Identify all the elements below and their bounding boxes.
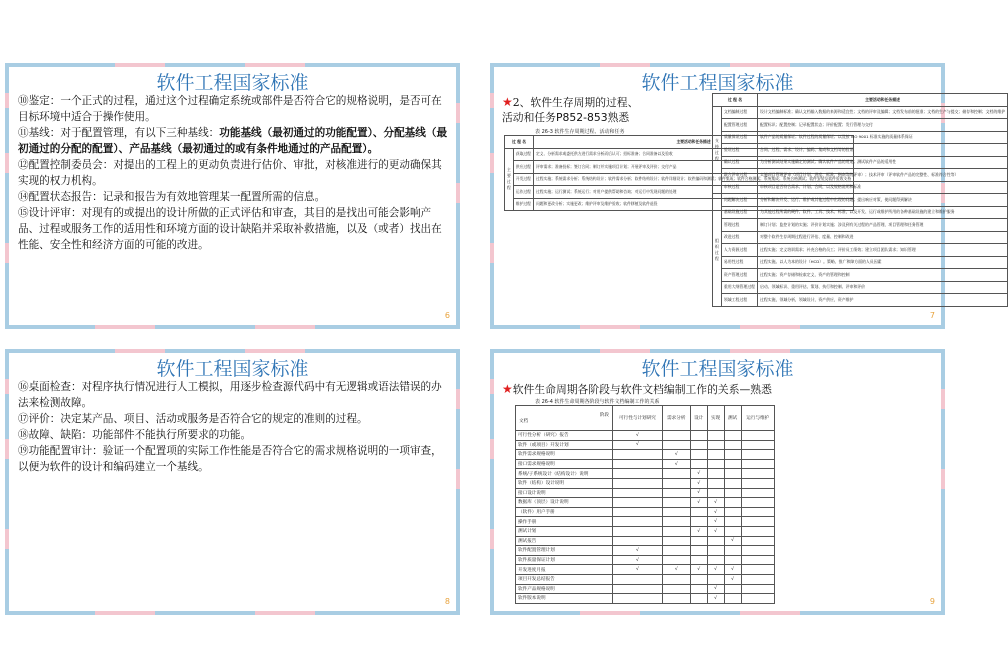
phase-cell — [724, 594, 741, 604]
document-phase-table: 阶段 文档 可行性与计划研究 需求分析 设计 实现 测试 运行与维护 可行性分析（研究）报告 √ 软件（或项目）开发计划 √ 软件需求规格说明 √ 接口需求规格说明 √ 系统/子系统设计（结构设计）说明 √ 软件（结构）设计说明 √ 接口设计说明 √ 数据库（顶层）设计说明 √ √ （软件）用户手册 √ 操作手册 √ 测试计划 √ √ 测试报告 √ 软件配置管理计划 √ 软件质量保证计划 √ 开发进度月报 √ √ √ √ √ 项目开发总结报告 √ 软件产品规格说明 √ 软件版本说明 √ — [515, 405, 775, 604]
phase-cell — [662, 431, 690, 441]
phase-cell — [690, 555, 707, 565]
table-row — [516, 431, 775, 441]
document-name: 数据库（顶层）设计说明 — [516, 498, 613, 508]
frame-bottom — [490, 325, 945, 329]
slide-2[interactable] — [490, 63, 1006, 329]
phase-cell — [741, 507, 774, 517]
frame-bottom — [5, 325, 460, 329]
document-name: 软件配置管理计划 — [516, 546, 613, 556]
document-name: 软件需求规格说明 — [516, 450, 613, 460]
phase-cell — [724, 469, 741, 479]
phase-cell — [741, 555, 774, 565]
table-row — [516, 584, 775, 594]
definition-paragraph: ⑭配置状态报告：记录和报告为有效地管理某一配置所需的信息。 — [18, 191, 326, 203]
slide-title: 软件工程国家标准 — [156, 358, 309, 380]
frame-left — [5, 63, 9, 329]
definition-paragraph: ⑫配置控制委员会：对提出的工程上的更动负责进行估价、审批，对核准进行的更动确保其实现的权力机构。 — [18, 159, 442, 187]
phase-cell: √ — [690, 526, 707, 536]
phase-cell — [707, 459, 724, 469]
phase-cell — [707, 546, 724, 556]
frame-right — [456, 63, 460, 329]
phase-cell — [690, 517, 707, 527]
phase-cell — [662, 594, 690, 604]
phase-cell: √ — [690, 478, 707, 488]
phase-cell — [690, 459, 707, 469]
phase-cell: √ — [707, 584, 724, 594]
frame-top — [490, 349, 945, 353]
phase-cell — [724, 555, 741, 565]
phase-cell — [690, 594, 707, 604]
phase-cell — [662, 440, 690, 450]
phase-cell — [707, 431, 724, 441]
phase-cell — [662, 526, 690, 536]
phase-cell: √ — [707, 507, 724, 517]
definition-paragraph: ⑱故障、缺陷：功能部件不能执行所要求的功能。 — [18, 429, 252, 441]
phase-cell — [707, 488, 724, 498]
document-name: 测试计划 — [516, 526, 613, 536]
phase-cell — [741, 536, 774, 546]
slide-body — [18, 93, 448, 253]
phase-cell — [741, 546, 774, 556]
phase-cell: √ — [707, 526, 724, 536]
page-number: 8 — [444, 597, 450, 606]
phase-cell — [707, 478, 724, 488]
phase-cell — [690, 536, 707, 546]
table-row — [516, 478, 775, 488]
document-name: 项目开发总结报告 — [516, 574, 613, 584]
document-name: 系统/子系统设计（结构设计）说明 — [516, 469, 613, 479]
phase-cell — [741, 488, 774, 498]
phase-cell — [724, 431, 741, 441]
phase-cell — [724, 526, 741, 536]
phase-cell — [662, 555, 690, 565]
document-name: 操作手册 — [516, 517, 613, 527]
phase-cell: √ — [690, 488, 707, 498]
phase-cell — [662, 517, 690, 527]
phase-cell — [741, 450, 774, 460]
phase-cell — [690, 450, 707, 460]
table-row — [516, 574, 775, 584]
phase-cell — [724, 478, 741, 488]
frame-bottom — [490, 611, 945, 615]
phase-cell — [724, 440, 741, 450]
page-number: 9 — [929, 597, 935, 606]
document-name: 接口需求规格说明 — [516, 459, 613, 469]
phase-cell — [662, 536, 690, 546]
frame-top — [5, 63, 460, 67]
slide-title: 软件工程国家标准 — [641, 358, 794, 380]
phase-cell — [741, 478, 774, 488]
phase-cell: √ — [662, 565, 690, 575]
frame-bottom — [5, 611, 460, 615]
phase-cell: √ — [613, 546, 663, 556]
star-icon: ★ — [502, 95, 513, 109]
table-caption: 表 26-3 软件生存周期过程、活动和任务 — [535, 129, 625, 135]
phase-cell — [662, 469, 690, 479]
phase-cell — [613, 526, 663, 536]
table-row — [516, 517, 775, 527]
phase-cell: √ — [690, 565, 707, 575]
document-name: 软件（或项目）开发计划 — [516, 440, 613, 450]
phase-cell — [662, 488, 690, 498]
definition-paragraph: ⑮设计评审：对现有的或提出的设计所做的正式评估和审查，其目的是找出可能会影响产品、过程或服务工作的适用性和环境方面的设计缺陷并采取补救措施，以及（或者）找出在性能、安全性和经济方面的可能的改进。 — [18, 207, 442, 251]
document-name: （软件）用户手册 — [516, 507, 613, 517]
slide-lead: ★软件生命周期各阶段与软件文档编制工作的关系—熟悉 — [502, 382, 772, 396]
slide-3[interactable] — [5, 349, 460, 615]
phase-cell — [724, 517, 741, 527]
table-corner: 阶段 文档 — [516, 406, 613, 431]
document-name: 开发进度月报 — [516, 565, 613, 575]
phase-cell — [741, 517, 774, 527]
phase-cell — [741, 594, 774, 604]
phase-cell: √ — [707, 498, 724, 508]
table-row — [516, 450, 775, 460]
phase-cell — [707, 536, 724, 546]
phase-cell — [690, 584, 707, 594]
phase-cell: √ — [613, 431, 663, 441]
phase-cell — [724, 459, 741, 469]
phase-cell — [690, 507, 707, 517]
phase-cell — [613, 574, 663, 584]
phase-cell — [741, 498, 774, 508]
slide-1[interactable] — [5, 63, 460, 329]
definition-paragraph: ⑰评价：决定某产品、项目、活动或服务是否符合它的规定的准则的过程。 — [18, 413, 368, 425]
slide-title: 软件工程国家标准 — [156, 72, 309, 94]
frame-top — [5, 349, 460, 353]
phase-cell: √ — [707, 594, 724, 604]
frame-right — [941, 349, 945, 615]
phase-cell — [741, 526, 774, 536]
phase-cell — [613, 498, 663, 508]
table-row — [516, 507, 775, 517]
phase-cell: √ — [662, 450, 690, 460]
phase-cell — [613, 536, 663, 546]
table-row — [516, 546, 775, 556]
table-row — [516, 526, 775, 536]
frame-right — [456, 349, 460, 615]
phase-cell: √ — [690, 498, 707, 508]
phase-cell: √ — [724, 574, 741, 584]
frame-left — [5, 349, 9, 615]
phase-cell: √ — [662, 459, 690, 469]
table-row — [516, 498, 775, 508]
phase-cell — [690, 546, 707, 556]
phase-cell — [724, 498, 741, 508]
support-process-table: 过 程 名 主要活动和任务描述 支持过程 文档编制过程 设计文档编制标准；确认文档输入数据的来源和适宜性；文档的评审及编辑；文档发布前的批准；文档的生产与提交；储存和控制；文档的维护 配置管理过程 配置标识；配置控制；记录配置状态；评价配置；发行管理与交付 质量保证过程 软件产品的质量保证；软件过程的质量保证；以及按 ISO 9001 标准实施的质量体系保证 验证过程 合同、过程、需求、设计、编码、集成和文档等的验证 确认过程 为分析测试结果实施确定的测试；确认软件产品的用途；测试软件产品的适用性 联合评审过程 实施项目管理评审（项目计划、进度、标准、指南等的评审）；技术评审（评审软件产品的完整性、标准符合性等） 审核过程 审核项目是否符合需求、计划、合同，以及规格说明和标准 组织过程 问题解决过程 分析和解决开发、运行、维护或其他过程中出现的问题；提出响应对策，使问题得到解决 基础设施过程 为其他过程所需的硬件、软件、工具、技术、标准，以及开发、运行或维护所用的各种基础设施的建立和维护服务 管理过程 制订计划；监控计划的实施；评价计划实施；涉及到有关过程的产品管理、项目管理和任务管理 改进过程 对整个软件生存周期过程进行评估、度量、控制和改进 人力资源过程 过程实施；定义培训需求；补充合格的员工；评价员工绩效；建立项目团队需求；知识管理 易用性过程 过程实施。以人为本的设计（HCD）。策略、推广和障方面的人员因素 资产管理过程 过程实施；资产存储和检索定义，资产的管理和控制 重用大纲管理过程 启动、领域标识、重用评估、策划、执行和控制、评审和评价 领域工程过程 过程实施，领域分析，领域设计，资产供应，资产维护 — [712, 93, 1008, 307]
phase-cell — [707, 440, 724, 450]
definition-paragraph: ⑯桌面检查：对程序执行情况进行人工模拟，用逐步检查源代码中有无逻辑或语法错误的办法来检测故障。 — [18, 381, 442, 409]
table-row — [516, 555, 775, 565]
phase-cell — [724, 507, 741, 517]
phase-cell: √ — [613, 555, 663, 565]
document-name: 软件版本说明 — [516, 594, 613, 604]
table-row — [516, 536, 775, 546]
slide-body — [18, 379, 448, 475]
slide-title: 软件工程国家标准 — [641, 72, 794, 94]
definition-paragraph: ⑲功能配置审计：验证一个配置项的实际工作性能是否符合它的需求规格说明的一项审查，以便为软件的设计和编码建立一个基线。 — [18, 445, 442, 473]
frame-left — [490, 349, 494, 615]
document-name: 接口设计说明 — [516, 488, 613, 498]
table-row — [516, 488, 775, 498]
document-name: 可行性分析（研究）报告 — [516, 431, 613, 441]
frame-left — [490, 63, 494, 329]
phase-cell — [741, 584, 774, 594]
slide-4[interactable] — [490, 349, 945, 615]
phase-cell: √ — [724, 565, 741, 575]
document-name: 软件（结构）设计说明 — [516, 478, 613, 488]
phase-cell — [690, 440, 707, 450]
phase-cell: √ — [613, 565, 663, 575]
phase-cell — [741, 459, 774, 469]
phase-cell — [741, 440, 774, 450]
phase-cell — [724, 488, 741, 498]
frame-top — [490, 63, 945, 67]
phase-cell — [662, 507, 690, 517]
phase-cell: √ — [707, 565, 724, 575]
phase-cell — [741, 469, 774, 479]
phase-cell — [613, 584, 663, 594]
document-name: 软件质量保证计划 — [516, 555, 613, 565]
phase-cell — [662, 498, 690, 508]
document-name: 软件产品规格说明 — [516, 584, 613, 594]
phase-cell: √ — [724, 536, 741, 546]
table-row — [516, 565, 775, 575]
phase-cell — [613, 478, 663, 488]
phase-cell — [662, 478, 690, 488]
phase-cell — [707, 555, 724, 565]
phase-cell — [707, 574, 724, 584]
phase-cell — [613, 517, 663, 527]
phase-cell: √ — [707, 517, 724, 527]
phase-cell — [741, 565, 774, 575]
phase-cell — [690, 431, 707, 441]
phase-cell — [724, 546, 741, 556]
phase-cell — [613, 488, 663, 498]
phase-cell — [741, 574, 774, 584]
slide-lead: ★2、软件生存周期的过程、 活动和任务P852-853熟悉 — [502, 95, 639, 124]
phase-cell — [707, 469, 724, 479]
definition-paragraph: ⑪基线：对于配置管理，有以下三种基线：功能基线（最初通过的功能配置）、分配基线（最初通过的分配的配置）、产品基线（最初通过的或有条件地通过的产品配置）。 — [18, 127, 448, 155]
table-row — [516, 440, 775, 450]
phase-cell — [613, 450, 663, 460]
phase-cell: √ — [613, 440, 663, 450]
phase-cell — [613, 507, 663, 517]
page-number: 7 — [929, 311, 935, 320]
table-row — [516, 469, 775, 479]
page-number: 6 — [444, 311, 450, 320]
phase-cell — [662, 546, 690, 556]
table-caption: 表 26-4 软件生命周期各阶段与软件文档编制工作的关系 — [535, 399, 660, 405]
document-name: 测试报告 — [516, 536, 613, 546]
table-row — [516, 594, 775, 604]
phase-cell — [613, 459, 663, 469]
phase-cell — [662, 574, 690, 584]
phase-cell — [662, 584, 690, 594]
phase-cell — [724, 584, 741, 594]
phase-cell — [707, 450, 724, 460]
phase-cell — [724, 450, 741, 460]
phase-cell: √ — [690, 469, 707, 479]
table-row — [516, 459, 775, 469]
definition-paragraph: ⑩鉴定：一个正式的过程，通过这个过程确定系统或部件是否符合它的规格说明，是否可在目标环境中适合于操作使用。 — [18, 95, 442, 123]
primary-process-table: 过 程 名 主要活动和任务描述 主要过程 获取过程 定义、分析需求或委托供方进行需求分析而后认可；招标准备；合同准备以及验收 供应过程 评审需求；准备投标；签订合同；制订并实施项目计划；开展评审及评价；交付产品 开发过程 过程实施；系统需求分析；系统结构设计；软件需求分析；软件结构设计；软件详细设计；软件编码和测试；软件集成；软件合格测试；系统集成；系统合格测试；软件安装及软件验收支持 运作过程 过程实施；运行测试；系统运行；对用户提供帮助和咨询；对运行中发现问题的处理 维护过程 问题和更改分析；实施更改；维护评审及维护验收；软件移植及软件退役 — [504, 135, 854, 211]
phase-cell — [613, 594, 663, 604]
phase-cell — [613, 469, 663, 479]
star-icon: ★ — [502, 382, 513, 396]
phase-cell — [741, 431, 774, 441]
phase-cell — [690, 574, 707, 584]
